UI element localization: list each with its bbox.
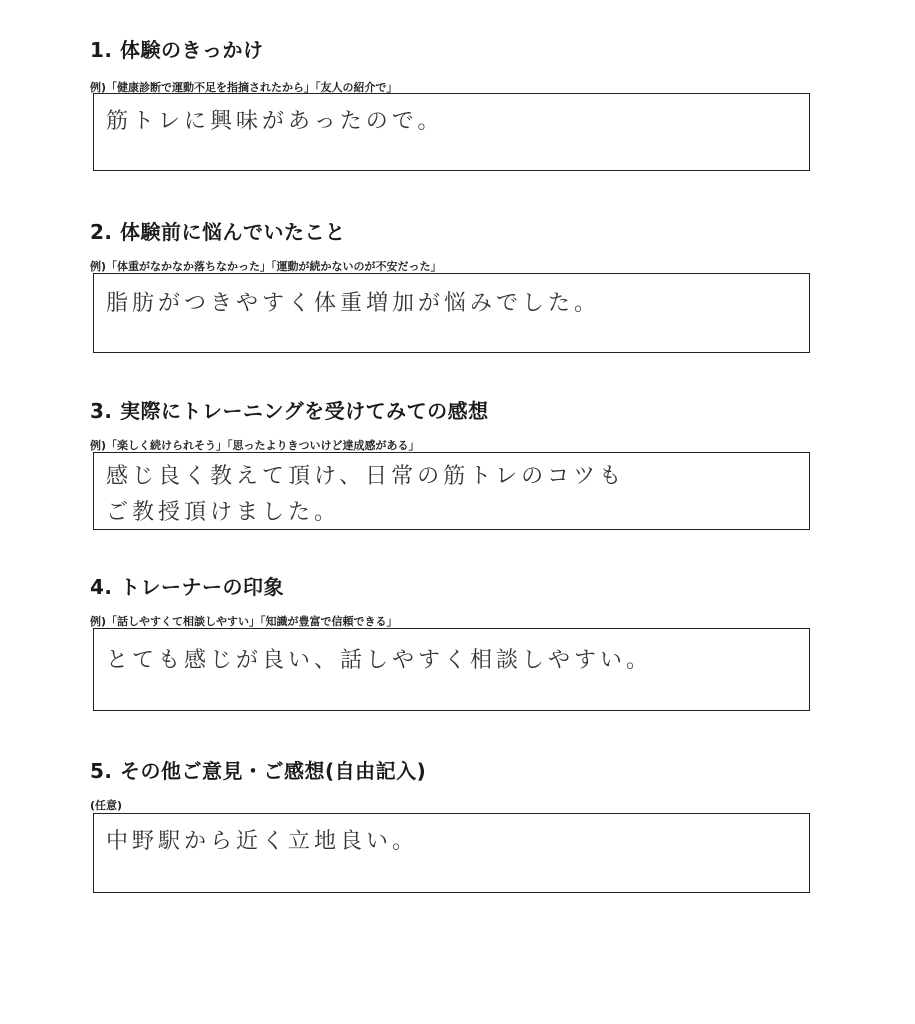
handwritten-answer-line-1: 感じ良く教えて頂け、日常の筋トレのコツも [106, 464, 626, 489]
answer-box[interactable] [93, 452, 810, 530]
question-title: 1. 体験のきっかけ [90, 38, 264, 62]
answer-box[interactable] [93, 93, 810, 171]
question-example: 例)「健康診断で運動不足を指摘されたから」「友人の紹介で」 [90, 81, 398, 94]
handwritten-answer: とても感じが良い、話しやすく相談しやすい。 [106, 648, 653, 673]
handwritten-answer: 脂肪がつきやすく体重増加が悩みでした。 [106, 291, 601, 316]
question-title: 5. その他ご意見・ご感想(自由記入) [90, 759, 427, 783]
question-example: 例)「体重がなかなか落ちなかった」「運動が続かないのが不安だった」 [90, 260, 442, 273]
question-title: 3. 実際にトレーニングを受けてみての感想 [90, 399, 489, 423]
question-title: 2. 体験前に悩んでいたこと [90, 220, 346, 244]
question-optional-note: (任意) [90, 799, 123, 812]
question-example: 例)「楽しく続けられそう」「思ったよりきついけど達成感がある」 [90, 439, 420, 452]
answer-box[interactable] [93, 628, 810, 711]
answer-box[interactable] [93, 813, 810, 893]
question-example: 例)「話しやすくて相談しやすい」「知識が豊富で信頼できる」 [90, 615, 398, 628]
handwritten-answer-line-2: ご教授頂けました。 [106, 500, 341, 525]
answer-box[interactable] [93, 273, 810, 353]
handwritten-answer: 中野駅から近く立地良い。 [106, 829, 419, 854]
handwritten-answer: 筋トレに興味があったので。 [106, 109, 444, 134]
question-title: 4. トレーナーの印象 [90, 575, 284, 599]
